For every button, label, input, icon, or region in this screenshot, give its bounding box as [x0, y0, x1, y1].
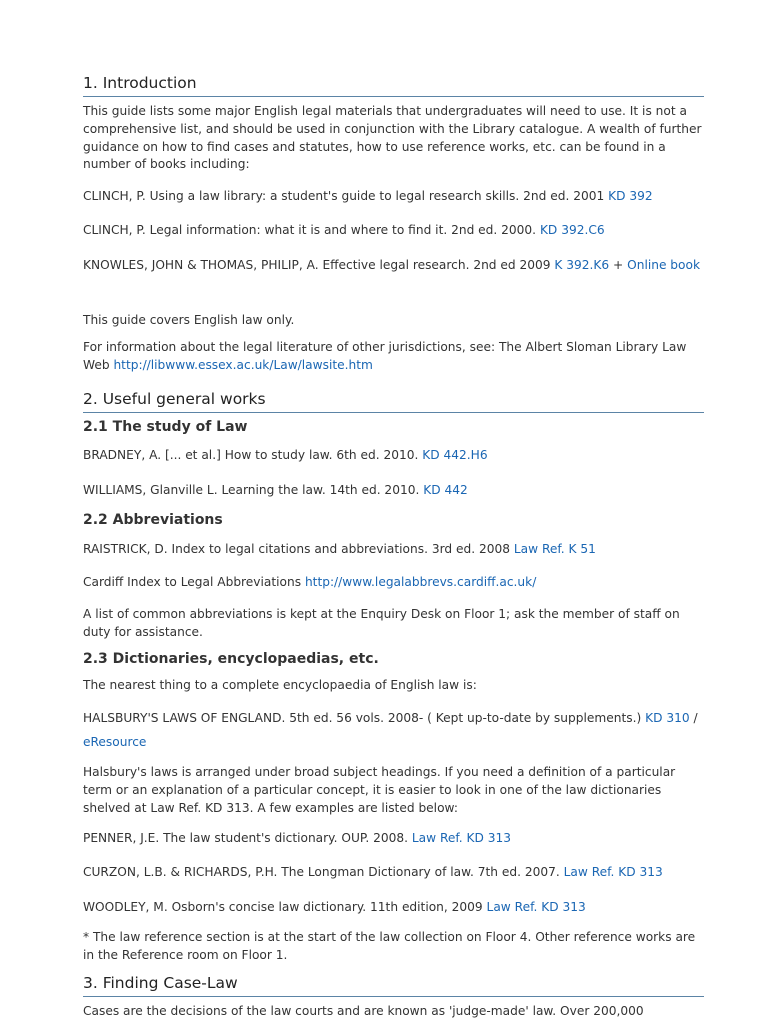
intro-paragraph: This guide lists some major English legal materials that undergraduates will need to use. It is not a comprehensive list, and should be used in conjunction with the Library catalogue. A wealth of further guidance on how to find cases and statutes, how to use reference works, etc. can be found in a number of books including: [83, 104, 702, 172]
catalogue-link[interactable]: Law Ref. K 51 [513, 542, 596, 556]
reference-text: HALSBURY'S LAWS OF ENGLAND. 5th ed. 56 vols. 2008- ( Kept up-to-date by supplements.) [83, 711, 646, 725]
catalogue-link[interactable]: KD 392.C6 [539, 223, 605, 237]
reference-section-note: * The law reference section is at the start of the law collection on Floor 4. Other reference works are in the Reference room on Floor 1. [83, 930, 696, 962]
reference-halsbury [83, 706, 704, 754]
subsection-heading-dictionaries: 2.3 Dictionaries, encyclopaedias, etc. [83, 651, 379, 667]
law-web-link[interactable]: http://libwww.essex.ac.uk/Law/lawsite.htm [113, 357, 373, 372]
catalogue-link[interactable]: KD 442.H6 [422, 448, 488, 462]
reference-text: WILLIAMS, Glanville L. Learning the law. 14th ed. 2010. [83, 483, 424, 497]
section-heading-introduction: 1. Introduction [83, 74, 704, 97]
reference-text: WOODLEY, M. Osborn's concise law dictionary. 11th edition, 2009 [83, 900, 487, 914]
cardiff-index-link[interactable]: http://www.legalabbrevs.cardiff.ac.uk/ [304, 575, 537, 589]
reference-cardiff [83, 574, 704, 592]
catalogue-link[interactable]: Law Ref. KD 313 [411, 831, 512, 845]
reference-text: BRADNEY, A. [... et al.] How to study law. 6th ed. 2010. [83, 448, 423, 462]
case-law-paragraph: Cases are the decisions of the law courts and are known as 'judge-made' law. Over 200,000 [83, 1004, 644, 1018]
scope-paragraph: This guide covers English law only. [83, 313, 295, 327]
reference-williams [83, 482, 704, 500]
subsection-heading-abbreviations: 2.2 Abbreviations [83, 512, 223, 528]
reference-bradney [83, 447, 704, 465]
section-heading-general-works: 2. Useful general works [83, 390, 704, 413]
reference-clinch-2 [83, 222, 704, 240]
reference-knowles [83, 253, 704, 277]
reference-text: RAISTRICK, D. Index to legal citations and abbreviations. 3rd ed. 2008 [83, 542, 514, 556]
eresource-link[interactable]: eResource [83, 735, 147, 749]
separator: / [689, 711, 698, 725]
section-heading-case-law: 3. Finding Case-Law [83, 974, 704, 997]
reference-text: Cardiff Index to Legal Abbreviations [83, 575, 305, 589]
catalogue-link[interactable]: KD 310 [645, 711, 690, 725]
paragraph-text: For information about the legal literature of other jurisdictions, see: The Albert Sloman Library Law Web [83, 340, 687, 372]
separator: + [609, 258, 628, 272]
abbreviations-paragraph: A list of common abbreviations is kept at the Enquiry Desk on Floor 1; ask the member of staff on duty for assistance. [83, 607, 680, 639]
jurisdictions-paragraph [83, 339, 704, 375]
reference-raistrick [83, 541, 704, 559]
reference-clinch-1 [83, 188, 704, 206]
catalogue-link[interactable]: KD 442 [423, 483, 468, 497]
catalogue-link[interactable]: KD 392 [608, 189, 653, 203]
reference-curzon [83, 864, 704, 882]
reference-penner [83, 830, 704, 848]
reference-text: CLINCH, P. Legal information: what it is and where to find it. 2nd ed. 2000. [83, 223, 540, 237]
reference-woodley [83, 899, 704, 917]
catalogue-link[interactable]: K 392.K6 [554, 258, 610, 272]
halsbury-paragraph: Halsbury's laws is arranged under broad subject headings. If you need a definition of a particular term or an explanation of a particular concept, it is easier to look in one of the law dictionaries shelved at Law Ref. KD 313. A few examples are listed below: [83, 765, 676, 815]
online-book-link[interactable]: Online book [627, 258, 701, 272]
reference-text: CLINCH, P. Using a law library: a student's guide to legal research skills. 2nd ed. 2001 [83, 189, 609, 203]
subsection-heading-study: 2.1 The study of Law [83, 419, 248, 435]
reference-text: KNOWLES, JOHN & THOMAS, PHILIP, A. Effective legal research. 2nd ed 2009 [83, 258, 555, 272]
reference-text: CURZON, L.B. & RICHARDS, P.H. The Longman Dictionary of law. 7th ed. 2007. [83, 865, 564, 879]
reference-text: PENNER, J.E. The law student's dictionary. OUP. 2008. [83, 831, 412, 845]
encyclopaedia-intro: The nearest thing to a complete encyclopaedia of English law is: [83, 678, 477, 692]
catalogue-link[interactable]: Law Ref. KD 313 [486, 900, 586, 914]
catalogue-link[interactable]: Law Ref. KD 313 [563, 865, 663, 879]
